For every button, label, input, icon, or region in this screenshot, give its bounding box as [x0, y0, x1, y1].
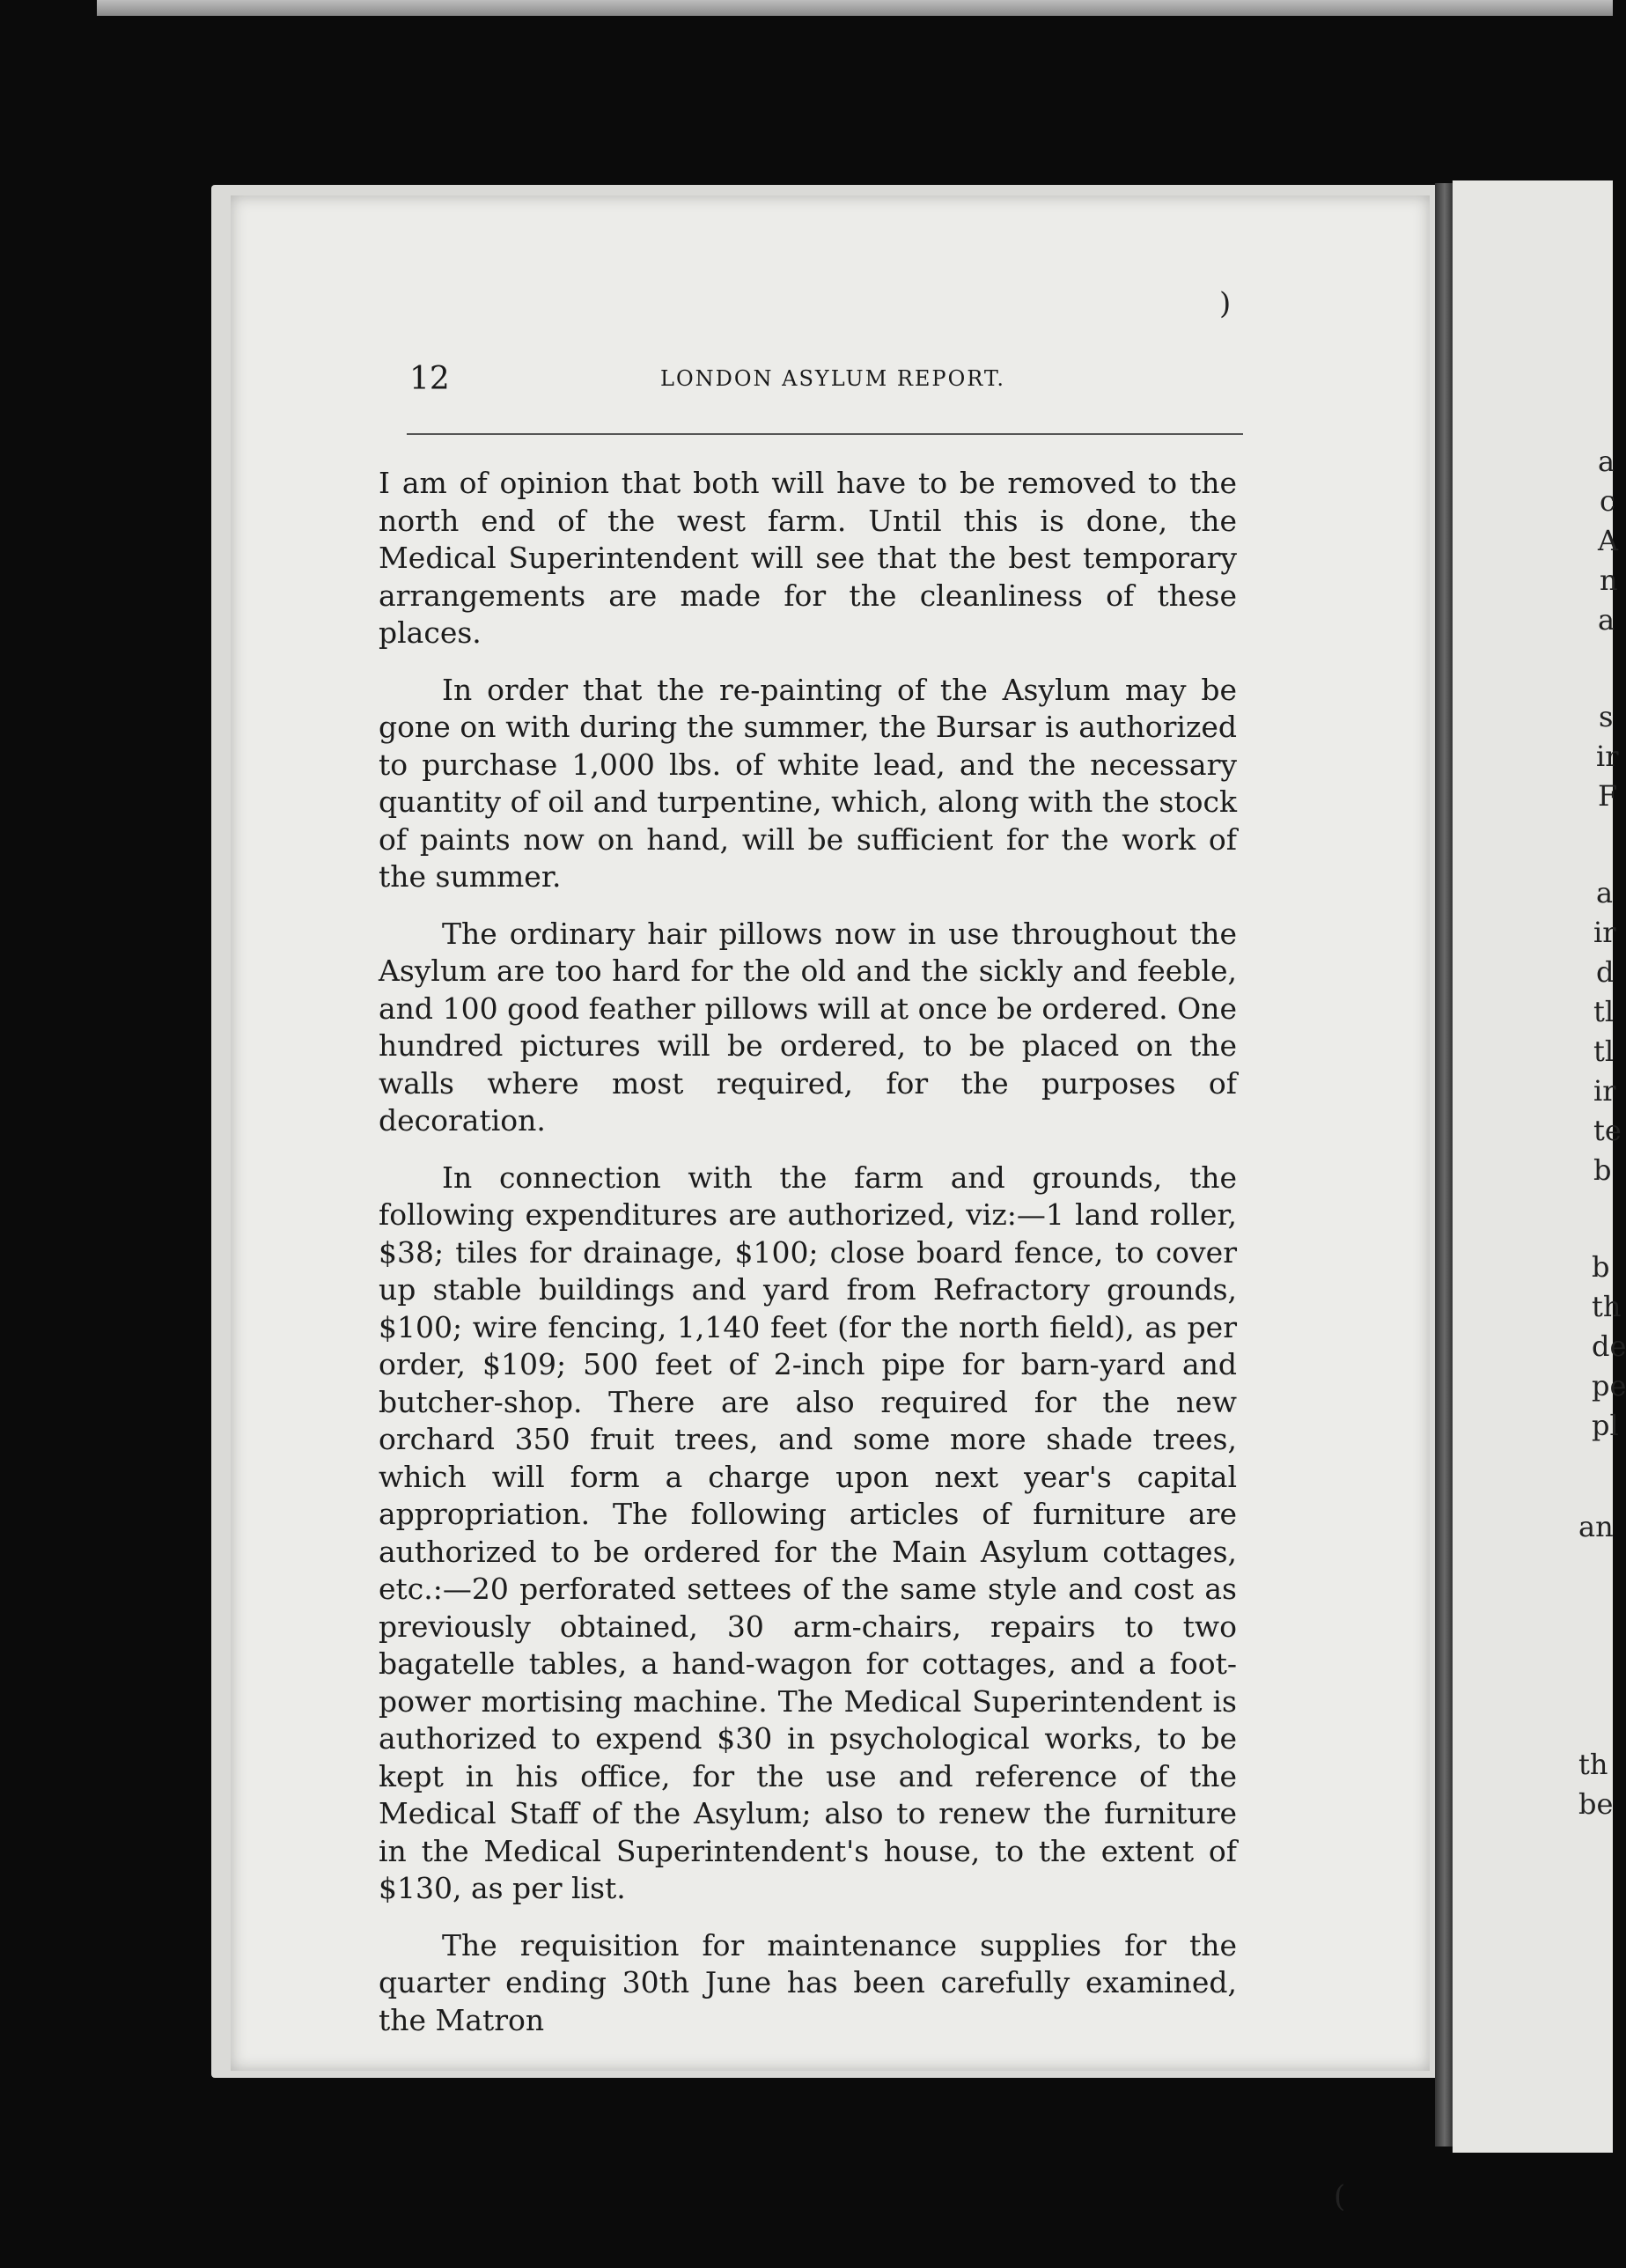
- running-head: LONDON ASYLUM REPORT.: [660, 366, 1006, 391]
- body-text: [379, 465, 1237, 2058]
- facing-fragment: pe: [1592, 1369, 1626, 1403]
- page-header: [409, 361, 1241, 405]
- facing-fragment: ir: [1593, 1074, 1616, 1108]
- stray-mark: (: [1334, 2179, 1346, 2214]
- stray-mark: ): [1219, 286, 1232, 321]
- facing-page: [1453, 180, 1626, 2153]
- facing-fragment: a: [1598, 445, 1615, 478]
- facing-fragment: c: [1600, 484, 1615, 518]
- facing-fragment: ir: [1593, 916, 1616, 949]
- facing-fragment: a: [1598, 603, 1615, 637]
- header-rule: [407, 433, 1243, 435]
- facing-fragment: ir: [1596, 740, 1619, 773]
- facing-fragment: A: [1598, 524, 1619, 557]
- facing-fragment: th: [1592, 1290, 1622, 1323]
- book-gutter: [1435, 183, 1454, 2146]
- facing-fragment: th: [1578, 1748, 1608, 1781]
- facing-fragment: te: [1593, 1114, 1622, 1147]
- facing-fragment: s: [1599, 700, 1614, 733]
- paragraph: The ordinary hair pillows now in use throughout the Asylum are too hard for the old and the sickly and feeble, and 100 good feather pillows will at once be ordered. One hundred pictures will be ordered, to be placed on the walls where most required, for the purposes of decoration.: [379, 916, 1237, 1138]
- facing-fragment: b: [1593, 1153, 1612, 1187]
- facing-fragment: a: [1596, 876, 1614, 909]
- facing-fragment: tl: [1593, 1035, 1615, 1068]
- paragraph: I am of opinion that both will have to be removed to the north end of the west farm. Until this is done, the Medical Superintendent will see that the best temporary arrangements are made for the cleanliness of these places.: [379, 466, 1237, 650]
- page-number: 12: [409, 361, 450, 397]
- scan-top-strip: [97, 0, 1613, 16]
- paragraph: The requisition for maintenance supplies for the quarter ending 30th June has been carefully examined, the Matron: [379, 1927, 1237, 2037]
- facing-fragment: an: [1578, 1510, 1614, 1543]
- facing-fragment: d: [1596, 955, 1615, 989]
- facing-fragment: n: [1600, 563, 1618, 597]
- paragraph: In order that the re-painting of the Asylum may be gone on with during the summer, the Bursar is authorized to purchase 1,000 lbs. of white lead, and the necessary quantity of oil and turpentine, which, along with the stock of paints now on hand, will be sufficient for the work of the summer.: [379, 672, 1237, 894]
- facing-fragment: tl: [1593, 995, 1615, 1028]
- facing-fragment: F: [1598, 779, 1618, 813]
- paragraph: In connection with the farm and grounds, the following expenditures are authorized, viz:—1 land roller, $38; tiles for drainage, $100; close board fence, to cover up stable buildings and yard from Refractory grounds, $100; wire fencing, 1,140 feet (for the north field), as per order, $109; 500 feet of 2-inch pipe for barn-yard and butcher-shop. There are also required for the new orchard 350 fruit trees, and some more shade trees, which will form a charge upon next year's capital appropriation. The following articles of furniture are authorized to be ordered for the Main Asylum cottages, etc.:—20 perforated settees of the same style and cost as previously obtained, 30 arm-chairs, repairs to two bagatelle tables, a hand-wagon for cottages, and a foot-power mortising machine. The Medical Superintendent is authorized to expend $30 in psychological works, to be kept in his office, for the use and reference of the Medical Staff of the Asylum; also to renew the furniture in the Medical Superintendent's house, to the extent of $130, as per list.: [379, 1160, 1237, 1905]
- facing-fragment: b: [1592, 1250, 1610, 1284]
- facing-fragment: pl: [1592, 1409, 1619, 1442]
- facing-fragment: de: [1592, 1329, 1626, 1363]
- facing-fragment: be: [1578, 1787, 1614, 1821]
